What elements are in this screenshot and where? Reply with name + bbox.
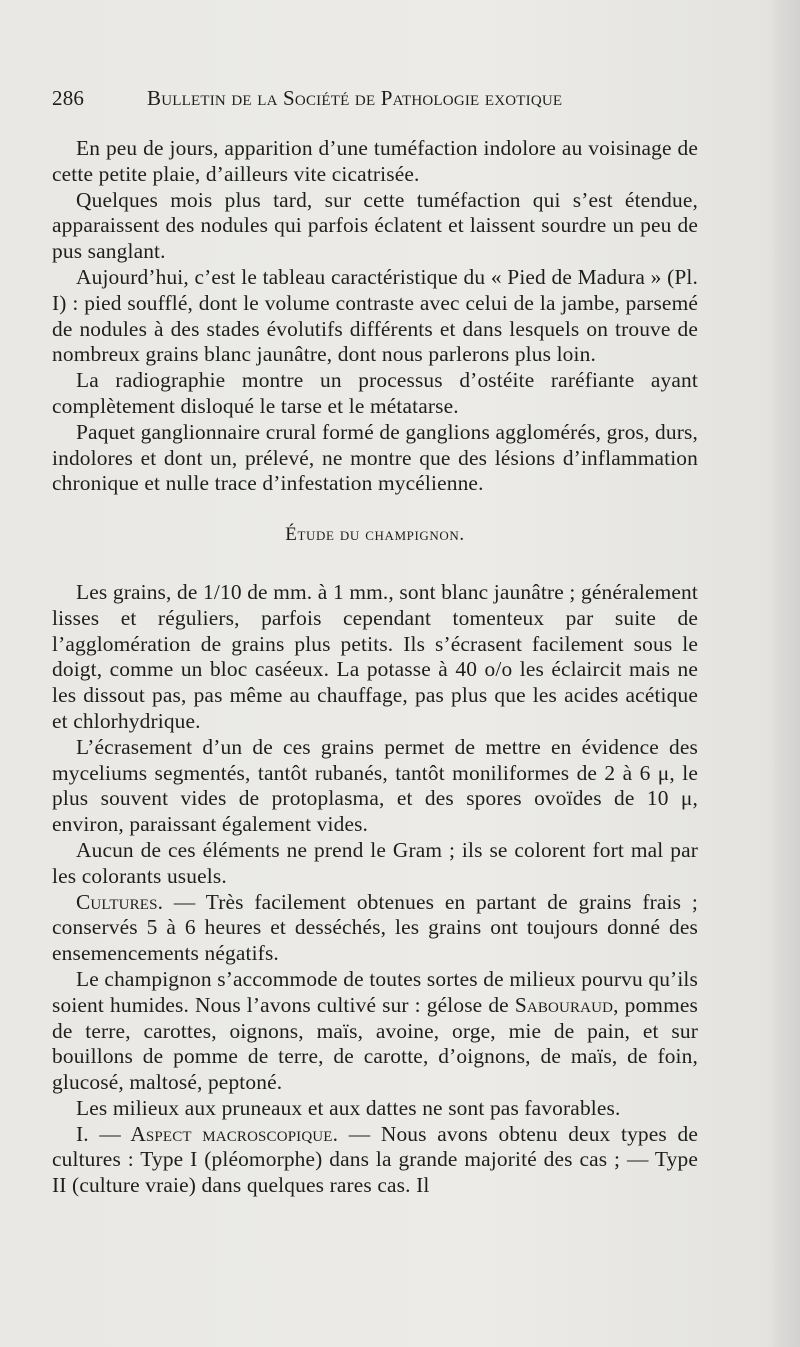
- paragraph-4: La radiographie montre un processus d’ostéite raréfiante ayant complètement disloqué le tarse et le métatarse.: [52, 368, 698, 418]
- paragraph-9: [52, 890, 698, 967]
- paragraph-10-b: , pommes de terre, carottes, oignons, maïs, avoine, orge, mie de pain, et sur bouillons de pomme de terre, de carotte, d’oignons, de maïs, de foin, glucosé, maltosé, peptoné.: [52, 992, 698, 1095]
- aspect-text: Nous avons obtenu deux types de cultures : Type I (pléomorphe) dans la grande majorité des cas ; — Type II (culture vraie) dans quelques rares cas. Il: [52, 1121, 698, 1198]
- running-title: Bulletin de la Société de Pathologie exotique: [147, 86, 563, 110]
- cultures-label: Cultures. —: [76, 889, 196, 914]
- paragraph-10: [52, 967, 698, 1096]
- paragraph-6: Les grains, de 1/10 de mm. à 1 mm., sont blanc jaunâtre ; généralement lisses et réguliers, parfois cependant tomenteux par suite de l’agglomération de grains plus petits. Ils s’écrasent facilement sous le doigt, comme un bloc caséeux. La potasse à 40 o/o les éclaircit mais ne les dissout pas, pas même au chauffage, pas plus que les acides acétique et chlorhydrique.: [52, 579, 698, 733]
- cultures-text: Très facilement obtenues en partant de grains frais ; conservés 5 à 6 heures et desséchés, les grains ont toujours donné des ensemencements négatifs.: [52, 889, 698, 966]
- paragraph-1: En peu de jours, apparition d’une tuméfaction indolore au voisinage de cette petite plaie, d’ailleurs vite cicatrisée.: [52, 136, 698, 186]
- paragraph-3: Aujourd’hui, c’est le tableau caractéristique du « Pied de Madura » (Pl. I) : pied soufflé, dont le volume contraste avec celui de la jambe, parsemé de nodules à des stades évolutifs différents et dans lesquels on trouve de nombreux grains blanc jaunâtre, dont nous parlerons plus loin.: [52, 264, 698, 367]
- running-header: [52, 86, 702, 116]
- paragraph-2: Quelques mois plus tard, sur cette tuméfaction qui s’est étendue, apparaissent des nodules qui parfois éclatent et laissent sourdre un peu de pus sanglant.: [52, 187, 698, 264]
- sabouraud-name: Sabouraud: [514, 992, 614, 1017]
- aspect-label: I. — Aspect macroscopique. —: [76, 1121, 371, 1146]
- page-number: 286: [52, 86, 85, 110]
- paragraph-5: Paquet ganglionnaire crural formé de ganglions agglomérés, gros, durs, indolores et dont un, prélevé, ne montre que des lésions d’inflammation chronique et nulle trace d’infestation mycélienne.: [52, 419, 698, 496]
- paragraph-12: [52, 1122, 698, 1199]
- paragraph-11: Les milieux aux pruneaux et aux dattes ne sont pas favorables.: [76, 1095, 621, 1120]
- page-edge: [774, 0, 800, 1347]
- body-text: [52, 136, 698, 1199]
- paragraph-10-a: Le champignon s’accommode de toutes sortes de milieux pourvu qu’ils soient humides. Nous l’avons cultivé sur : gélose de: [52, 966, 698, 1017]
- paragraph-8: Aucun de ces éléments ne prend le Gram ; ils se colorent fort mal par les colorants usuels.: [52, 837, 698, 888]
- section-title: Étude du champignon.: [285, 524, 465, 546]
- paragraph-7: L’écrasement d’un de ces grains permet de mettre en évidence des myceliums segmentés, tantôt rubanés, tantôt moniliformes de 2 à 6 μ, le plus souvent vides de protoplasma, et des spores ovoïdes de 10 μ, environ, paraissant également vides.: [52, 734, 698, 837]
